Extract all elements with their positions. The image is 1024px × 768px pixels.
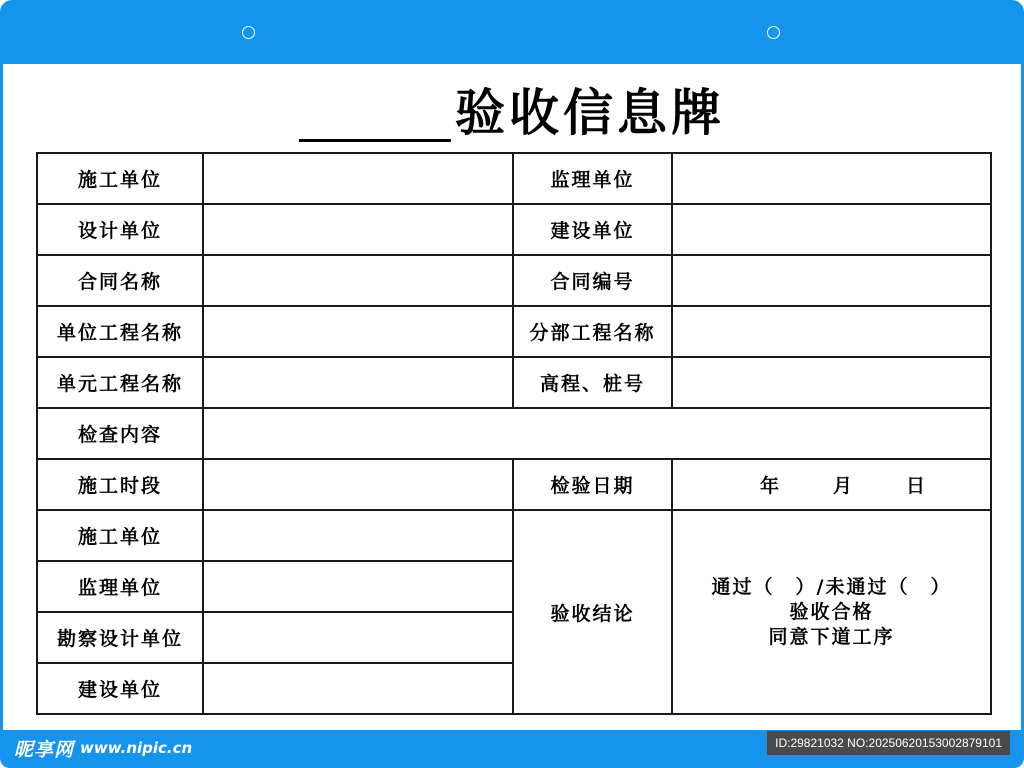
signoff-construction-value <box>203 510 513 561</box>
label-sub-project-name: 分部工程名称 <box>513 306 672 357</box>
signoff-construction-unit: 施工单位 <box>37 510 203 561</box>
value-acceptance-conclusion <box>672 510 991 714</box>
label-supervision-unit: 监理单位 <box>513 153 672 204</box>
value-owner-unit <box>672 204 991 255</box>
value-construction-unit <box>203 153 513 204</box>
label-element-project-name: 单元工程名称 <box>37 357 203 408</box>
label-unit-project-name: 单位工程名称 <box>37 306 203 357</box>
label-acceptance-conclusion: 验收结论 <box>513 510 672 714</box>
top-frame-band <box>0 0 1024 64</box>
table-row <box>37 255 991 306</box>
left-frame-edge <box>0 64 3 732</box>
value-contract-number <box>672 255 991 306</box>
signoff-owner-unit: 建设单位 <box>37 663 203 714</box>
label-inspection-date: 检验日期 <box>513 459 672 510</box>
signoff-survey-design-value <box>203 612 513 663</box>
table-row <box>37 357 991 408</box>
value-construction-period <box>203 459 513 510</box>
watermark-logo <box>14 733 192 763</box>
signoff-supervision-unit: 监理单位 <box>37 561 203 612</box>
table-row <box>37 459 991 510</box>
watermark-id: ID:29821032 NO:20250620153002879101 <box>767 731 1010 755</box>
value-inspection-content <box>203 408 991 459</box>
watermark-site-url: www.nipic.cn <box>80 739 193 757</box>
watermark-site-name: 昵享网 <box>14 738 75 761</box>
signoff-owner-value <box>203 663 513 714</box>
label-elevation-station: 高程、桩号 <box>513 357 672 408</box>
label-owner-unit: 建设单位 <box>513 204 672 255</box>
label-construction-unit: 施工单位 <box>37 153 203 204</box>
signoff-survey-design-unit: 勘察设计单位 <box>37 612 203 663</box>
label-contract-number: 合同编号 <box>513 255 672 306</box>
date-day-label: 日 <box>906 475 928 497</box>
value-inspection-date <box>672 459 991 510</box>
conclusion-next-process: 同意下道工序 <box>768 625 895 648</box>
title-blank-line <box>299 90 451 142</box>
label-inspection-content: 检查内容 <box>37 408 203 459</box>
conclusion-accepted: 验收合格 <box>789 600 874 623</box>
table-row <box>37 306 991 357</box>
value-sub-project-name <box>672 306 991 357</box>
label-design-unit: 设计单位 <box>37 204 203 255</box>
mounting-hole-left <box>242 26 255 39</box>
table-row <box>37 153 991 204</box>
label-contract-name: 合同名称 <box>37 255 203 306</box>
label-construction-period: 施工时段 <box>37 459 203 510</box>
mounting-hole-right <box>767 26 780 39</box>
board-title <box>0 78 1024 142</box>
value-supervision-unit <box>672 153 991 204</box>
signoff-supervision-value <box>203 561 513 612</box>
value-unit-project-name <box>203 306 513 357</box>
value-elevation-station <box>672 357 991 408</box>
date-month-label: 月 <box>832 475 854 497</box>
value-element-project-name <box>203 357 513 408</box>
acceptance-info-table <box>36 152 992 715</box>
table-row <box>37 204 991 255</box>
conclusion-pass-fail: 通过（ ）/未通过（ ） <box>711 575 952 598</box>
table-row <box>37 408 991 459</box>
date-year-label: 年 <box>759 475 781 497</box>
value-contract-name <box>203 255 513 306</box>
value-design-unit <box>203 204 513 255</box>
table-row <box>37 510 991 561</box>
title-text: 验收信息牌 <box>455 84 725 142</box>
